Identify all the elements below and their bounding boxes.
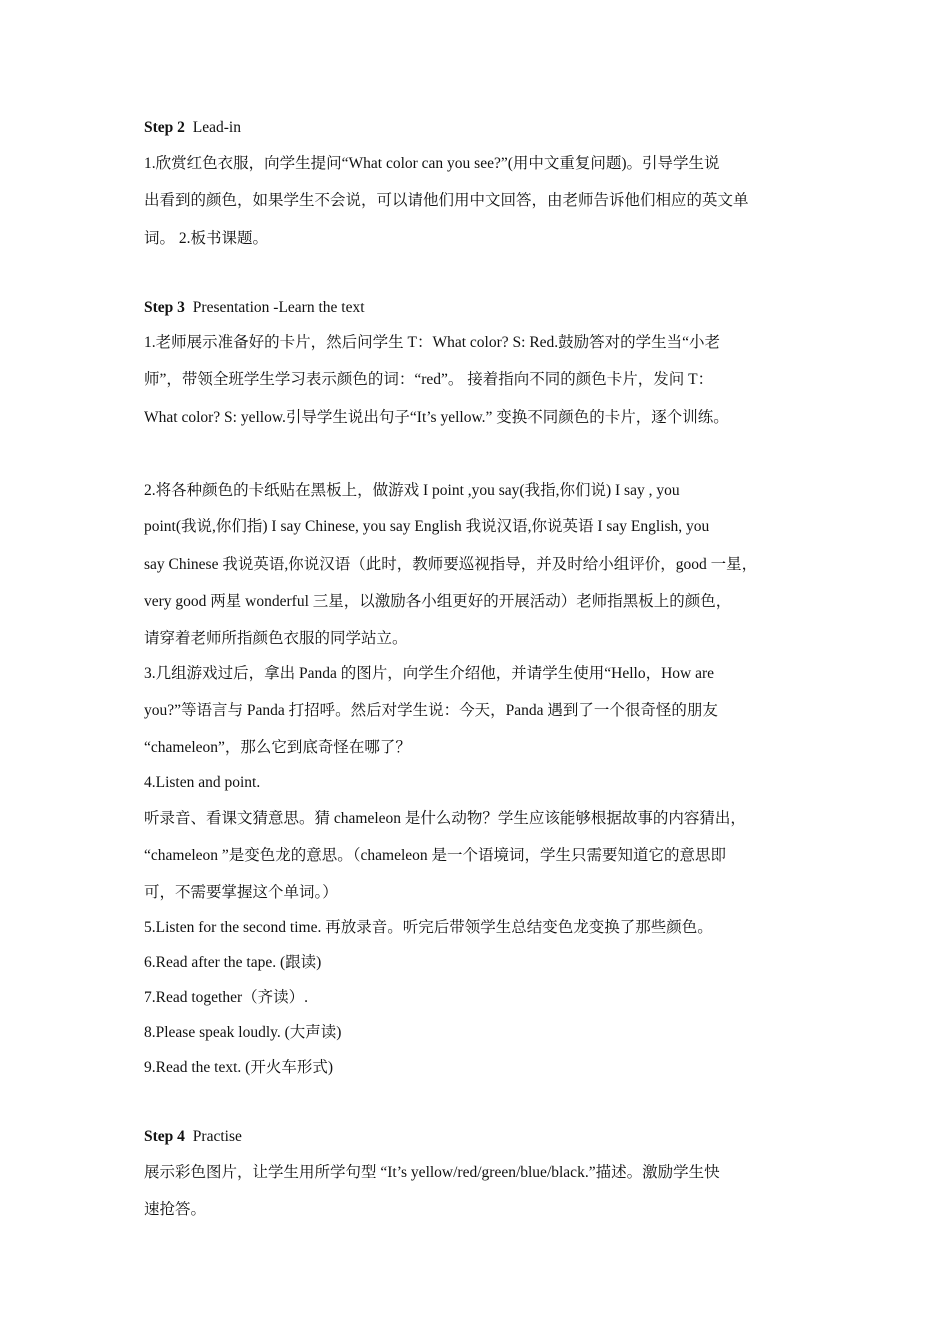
step2-line-1: 1.欣赏红色衣服，向学生提问“What color can you see?”(用中文重复问题)。引导学生说 [144,155,720,172]
step3-line-15: 可，不需要掌握这个单词。） [144,884,338,901]
step3-line-6: say Chinese 我说英语,你说汉语（此时，教师要巡视指导，并及时给小组评价，good 一星， [144,556,758,573]
step3-line-4: 2.将各种颜色的卡纸贴在黑板上，做游戏 I point ,you say(我指,你们说) I say , you [144,482,680,499]
step3-line-12: 4.Listen and point. [144,774,261,791]
step4-heading [144,1127,242,1147]
step3-label: Step 3 [144,299,185,316]
step3-line-1: 1.老师展示准备好的卡片，然后问学生 T：What color? S: Red.鼓励答对的学生当“小老 [144,334,721,351]
step4-title: Practise [192,1128,242,1145]
step4-line-1: 展示彩色图片，让学生用所学句型 “It’s yellow/red/green/blue/black.”描述。激励学生快 [144,1164,720,1181]
step3-heading [144,298,365,318]
step4-line-2: 速抢答。 [144,1201,207,1218]
step2-label: Step 2 [144,119,185,136]
step3-line-20: 9.Read the text. (开火车形式) [144,1059,333,1076]
step3-line-7: very good 两星 wonderful 三星，以激励各小组更好的开展活动）老师指黑板上的颜色， [144,593,732,610]
step3-line-9: 3.几组游戏过后，拿出 Panda 的图片，向学生介绍他，并请学生使用“Hello，How are [144,665,715,682]
step3-line-17: 6.Read after the tape. (跟读) [144,954,322,971]
step2-line-3: 词。 2.板书课题。 [144,230,269,247]
step3-line-11: “chameleon”，那么它到底奇怪在哪了？ [144,739,411,756]
step3-line-16: 5.Listen for the second time. 再放录音。听完后带领学生总结变色龙变换了那些颜色。 [144,919,713,936]
step3-line-18: 7.Read together（齐读）. [144,989,309,1006]
step2-title: Lead-in [192,119,241,136]
step3-line-8: 请穿着老师所指颜色衣服的同学站立。 [144,630,408,647]
step3-line-3: What color? S: yellow.引导学生说出句子“It’s yellow.” 变换不同颜色的卡片，逐个训练。 [144,409,729,426]
step3-line-2: 师”，带领全班学生学习表示颜色的词：“red”。 接着指向不同的颜色卡片，发问 T： [144,371,714,388]
step3-line-5: point(我说,你们指) I say Chinese, you say English 我说汉语,你说英语 I say English, you [144,518,710,535]
step2-heading [144,118,241,138]
step2-line-2: 出看到的颜色，如果学生不会说，可以请他们用中文回答，由老师告诉他们相应的英文单 [144,192,749,209]
step4-label: Step 4 [144,1128,185,1145]
step3-line-10: you?”等语言与 Panda 打招呼。然后对学生说：今天，Panda 遇到了一个很奇怪的朋友 [144,702,718,719]
step3-line-13: 听录音、看课文猜意思。猜 chameleon 是什么动物？学生应该能够根据故事的内容猜出， [144,810,746,827]
step3-line-19: 8.Please speak loudly. (大声读) [144,1024,342,1041]
step3-line-14: “chameleon ”是变色龙的意思。（chameleon 是一个语境词，学生只需要知道它的意思即 [144,847,727,864]
step3-title: Presentation -Learn the text [192,299,365,316]
